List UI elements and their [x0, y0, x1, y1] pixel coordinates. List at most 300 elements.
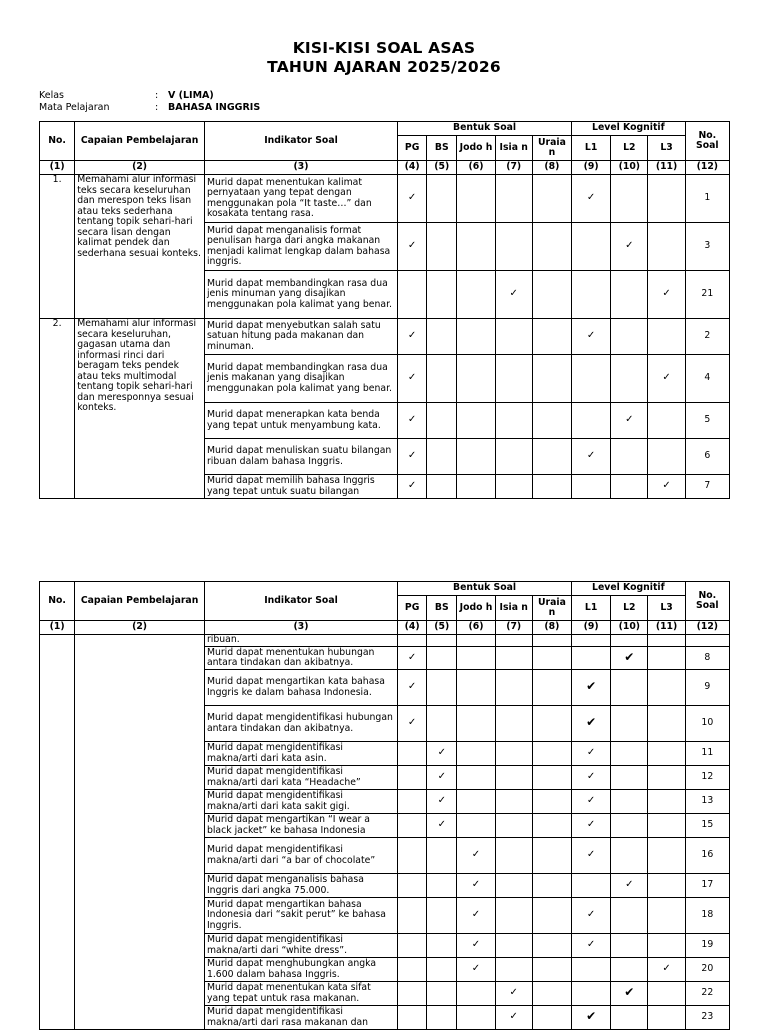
check-icon: ✓	[586, 330, 596, 342]
level-l2-cell	[611, 439, 648, 475]
document-subtitle: TAHUN AJARAN 2025/2026	[267, 58, 501, 76]
no-soal: 6	[685, 439, 729, 475]
bentuk-bs-cell	[427, 271, 457, 319]
column-number: (11)	[648, 161, 685, 175]
bentuk-bs-cell	[427, 355, 457, 403]
check-icon: ✓	[586, 747, 596, 759]
level-l1-cell	[572, 223, 611, 271]
header-pg: PG	[398, 596, 427, 621]
indikator-text: Murid dapat mengidentifikasi makna/arti dari “white dress”.	[204, 934, 397, 958]
column-number: (8)	[532, 161, 571, 175]
header-jodoh: Jodo h	[457, 136, 495, 161]
bentuk-jodoh-cell	[457, 670, 495, 706]
check-icon: ✓	[437, 771, 446, 783]
bentuk-uraian-cell	[532, 1006, 571, 1030]
level-l1-cell	[572, 934, 611, 958]
header-uraian: Uraia n	[532, 596, 571, 621]
level-l1-cell	[572, 670, 611, 706]
level-l2-cell	[611, 898, 648, 934]
level-l3-cell	[648, 838, 685, 874]
no-soal: 4	[685, 355, 729, 403]
bentuk-isian-cell	[495, 982, 532, 1006]
indikator-text: Murid dapat mengidentifikasi makna/arti dari kata sakit gigi.	[204, 790, 397, 814]
no-soal: 2	[685, 319, 729, 355]
indikator-text: Murid dapat menganalisis bahasa Inggris dari angka 75.000.	[204, 874, 397, 898]
bentuk-isian-cell	[495, 271, 532, 319]
check-icon: ✓	[586, 909, 596, 921]
bentuk-jodoh-cell	[457, 874, 495, 898]
header-no: No.	[40, 582, 75, 621]
level-l1-cell	[572, 175, 611, 223]
level-l1-cell	[572, 742, 611, 766]
bentuk-jodoh-cell	[457, 838, 495, 874]
level-l3-cell	[648, 175, 685, 223]
bentuk-isian-cell	[495, 814, 532, 838]
header-l3: L3	[648, 136, 685, 161]
header-isian: Isia n	[495, 596, 532, 621]
empty-cell	[685, 635, 729, 647]
indikator-text: Murid dapat menentukan kalimat pernyataan yang tepat dengan menggunakan pola “It taste…” dan kosakata tentang rasa.	[204, 175, 397, 223]
document-title: KISI-KISI SOAL ASAS	[292, 39, 476, 57]
bentuk-pg-cell	[398, 271, 427, 319]
check-icon: ✓	[509, 987, 518, 999]
group-number: 2.	[40, 319, 75, 499]
level-l2-cell	[611, 223, 648, 271]
level-l3-cell	[648, 766, 685, 790]
header-capaian: Capaian Pembelajaran	[75, 582, 205, 621]
bentuk-bs-cell	[427, 934, 457, 958]
bentuk-uraian-cell	[532, 790, 571, 814]
bentuk-pg-cell	[398, 982, 427, 1006]
level-l3-cell	[648, 319, 685, 355]
meta-value: BAHASA INGGRIS	[168, 102, 261, 113]
level-l3-cell	[648, 355, 685, 403]
header-bs: BS	[427, 596, 457, 621]
empty-cell	[427, 635, 457, 647]
level-l2-cell	[611, 670, 648, 706]
check-icon: ✓	[471, 939, 481, 951]
bentuk-uraian-cell	[532, 223, 571, 271]
column-number-row	[40, 621, 730, 635]
column-number: (6)	[457, 161, 495, 175]
empty-cell	[611, 635, 648, 647]
bentuk-pg-cell	[398, 647, 427, 670]
bentuk-uraian-cell	[532, 439, 571, 475]
indikator-text: Murid dapat memilih bahasa Inggris yang tepat untuk suatu bilangan	[204, 475, 397, 499]
no-soal: 3	[685, 223, 729, 271]
bentuk-pg-cell	[398, 175, 427, 223]
indikator-text: Murid dapat mengidentifikasi makna/arti dari kata asin.	[204, 742, 397, 766]
check-icon: ✔	[624, 649, 635, 664]
bentuk-jodoh-cell	[457, 766, 495, 790]
bentuk-uraian-cell	[532, 355, 571, 403]
meta-label: Kelas	[39, 90, 65, 101]
no-soal: 17	[685, 874, 729, 898]
level-l1-cell	[572, 982, 611, 1006]
level-l3-cell	[648, 475, 685, 499]
no-soal: 22	[685, 982, 729, 1006]
bentuk-uraian-cell	[532, 175, 571, 223]
header-l3: L3	[648, 596, 685, 621]
check-icon: ✓	[662, 480, 671, 492]
level-l2-cell	[611, 814, 648, 838]
bentuk-bs-cell	[427, 223, 457, 271]
check-icon: ✔	[586, 679, 597, 694]
level-l3-cell	[648, 647, 685, 670]
bentuk-pg-cell	[398, 742, 427, 766]
check-icon: ✓	[407, 330, 417, 342]
level-l3-cell	[648, 898, 685, 934]
bentuk-jodoh-cell	[457, 223, 495, 271]
check-icon: ✓	[407, 651, 417, 663]
kisi-table-page2	[39, 581, 730, 1030]
level-l2-cell	[611, 982, 648, 1006]
indikator-text: Murid dapat mengidentifikasi makna/arti dari “a bar of chocolate”	[204, 838, 397, 874]
level-l2-cell	[611, 766, 648, 790]
check-icon: ✓	[407, 240, 417, 252]
level-l2-cell	[611, 319, 648, 355]
column-number-row	[40, 161, 730, 175]
bentuk-isian-cell	[495, 670, 532, 706]
level-l1-cell	[572, 475, 611, 499]
check-icon: ✓	[662, 372, 671, 384]
check-icon: ✓	[586, 771, 596, 783]
bentuk-jodoh-cell	[457, 271, 495, 319]
bentuk-isian-cell	[495, 355, 532, 403]
check-icon: ✓	[471, 879, 481, 891]
header-capaian: Capaian Pembelajaran	[75, 122, 205, 161]
column-number: (1)	[40, 621, 75, 635]
bentuk-bs-cell	[427, 319, 457, 355]
bentuk-uraian-cell	[532, 403, 571, 439]
level-l1-cell	[572, 790, 611, 814]
check-icon: ✓	[586, 192, 596, 204]
column-number: (12)	[685, 161, 729, 175]
level-l3-cell	[648, 934, 685, 958]
group-number-empty	[40, 635, 75, 1030]
level-l3-cell	[648, 982, 685, 1006]
bentuk-jodoh-cell	[457, 475, 495, 499]
bentuk-isian-cell	[495, 934, 532, 958]
check-icon: ✓	[662, 288, 671, 300]
column-number: (1)	[40, 161, 75, 175]
level-l1-cell	[572, 439, 611, 475]
level-l1-cell	[572, 838, 611, 874]
meta-colon: :	[155, 90, 159, 101]
check-icon: ✓	[625, 879, 634, 891]
check-icon: ✓	[509, 1011, 518, 1023]
bentuk-pg-cell	[398, 958, 427, 982]
level-l2-cell	[611, 958, 648, 982]
no-soal: 7	[685, 475, 729, 499]
bentuk-isian-cell	[495, 403, 532, 439]
bentuk-pg-cell	[398, 934, 427, 958]
header-no-soal: No. Soal	[685, 582, 729, 621]
bentuk-uraian-cell	[532, 766, 571, 790]
check-icon: ✓	[407, 717, 417, 729]
table-row	[40, 175, 730, 223]
check-icon: ✔	[586, 715, 597, 730]
bentuk-pg-cell	[398, 223, 427, 271]
level-l3-cell	[648, 706, 685, 742]
bentuk-bs-cell	[427, 647, 457, 670]
column-number: (2)	[75, 621, 205, 635]
bentuk-jodoh-cell	[457, 934, 495, 958]
check-icon: ✓	[407, 192, 417, 204]
empty-cell	[398, 635, 427, 647]
level-l3-cell	[648, 1006, 685, 1030]
bentuk-isian-cell	[495, 790, 532, 814]
check-icon: ✓	[407, 414, 417, 426]
check-icon: ✓	[471, 909, 481, 921]
check-icon: ✓	[586, 819, 596, 831]
check-icon: ✓	[407, 372, 417, 384]
bentuk-uraian-cell	[532, 670, 571, 706]
header-bentuk-soal: Bentuk Soal	[398, 122, 572, 136]
empty-cell	[648, 635, 685, 647]
bentuk-uraian-cell	[532, 958, 571, 982]
bentuk-uraian-cell	[532, 982, 571, 1006]
bentuk-isian-cell	[495, 874, 532, 898]
bentuk-isian-cell	[495, 647, 532, 670]
level-l3-cell	[648, 874, 685, 898]
bentuk-isian-cell	[495, 319, 532, 355]
bentuk-bs-cell	[427, 706, 457, 742]
column-number: (6)	[457, 621, 495, 635]
check-icon: ✓	[437, 795, 446, 807]
bentuk-isian-cell	[495, 223, 532, 271]
bentuk-pg-cell	[398, 439, 427, 475]
column-number: (8)	[532, 621, 571, 635]
header-no: No.	[40, 122, 75, 161]
header-level-kognitif: Level Kognitif	[572, 122, 686, 136]
bentuk-uraian-cell	[532, 319, 571, 355]
continuation-row	[40, 635, 730, 647]
bentuk-pg-cell	[398, 766, 427, 790]
level-l2-cell	[611, 403, 648, 439]
bentuk-uraian-cell	[532, 814, 571, 838]
check-icon: ✓	[625, 240, 634, 252]
indikator-text: Murid dapat menyebutkan salah satu satuan hitung pada makanan dan minuman.	[204, 319, 397, 355]
bentuk-isian-cell	[495, 742, 532, 766]
level-l2-cell	[611, 838, 648, 874]
bentuk-jodoh-cell	[457, 814, 495, 838]
empty-cell	[572, 635, 611, 647]
group-number: 1.	[40, 175, 75, 319]
level-l1-cell	[572, 814, 611, 838]
bentuk-isian-cell	[495, 1006, 532, 1030]
bentuk-jodoh-cell	[457, 175, 495, 223]
no-soal: 5	[685, 403, 729, 439]
column-number: (3)	[204, 621, 397, 635]
no-soal: 21	[685, 271, 729, 319]
no-soal: 11	[685, 742, 729, 766]
bentuk-bs-cell	[427, 838, 457, 874]
bentuk-jodoh-cell	[457, 403, 495, 439]
level-l2-cell	[611, 874, 648, 898]
bentuk-bs-cell	[427, 1006, 457, 1030]
bentuk-uraian-cell	[532, 706, 571, 742]
no-soal: 9	[685, 670, 729, 706]
column-number: (4)	[398, 161, 427, 175]
level-l3-cell	[648, 742, 685, 766]
header-l2: L2	[611, 596, 648, 621]
header-row-1	[40, 122, 730, 136]
bentuk-jodoh-cell	[457, 982, 495, 1006]
bentuk-pg-cell	[398, 670, 427, 706]
no-soal: 1	[685, 175, 729, 223]
bentuk-bs-cell	[427, 958, 457, 982]
check-icon: ✔	[586, 1009, 597, 1024]
no-soal: 23	[685, 1006, 729, 1030]
bentuk-pg-cell	[398, 319, 427, 355]
level-l1-cell	[572, 271, 611, 319]
check-icon: ✓	[437, 747, 446, 759]
indikator-text: Murid dapat menentukan hubungan antara tindakan dan akibatnya.	[204, 647, 397, 670]
indikator-text: Murid dapat menuliskan suatu bilangan ribuan dalam bahasa Inggris.	[204, 439, 397, 475]
no-soal: 10	[685, 706, 729, 742]
capaian-text: Memahami alur informasi secara keseluruhan, gagasan utama dan informasi rinci dari beragam teks pendek atau teks multimodal tentang topik sehari-hari dan meresponnya sesuai konteks.	[75, 319, 205, 499]
bentuk-pg-cell	[398, 814, 427, 838]
check-icon: ✔	[624, 985, 635, 1000]
bentuk-isian-cell	[495, 898, 532, 934]
bentuk-uraian-cell	[532, 874, 571, 898]
bentuk-uraian-cell	[532, 838, 571, 874]
level-l1-cell	[572, 647, 611, 670]
header-bentuk-soal: Bentuk Soal	[398, 582, 572, 596]
indikator-text: Murid dapat membandingkan rasa dua jenis makanan yang disajikan menggunakan pola kalimat yang benar.	[204, 355, 397, 403]
level-l1-cell	[572, 355, 611, 403]
bentuk-pg-cell	[398, 790, 427, 814]
level-l1-cell	[572, 766, 611, 790]
no-soal: 20	[685, 958, 729, 982]
meta-colon: :	[155, 102, 159, 113]
indikator-text: Murid dapat menghubungkan angka 1.600 dalam bahasa Inggris.	[204, 958, 397, 982]
header-l1: L1	[572, 596, 611, 621]
check-icon: ✓	[586, 450, 596, 462]
level-l2-cell	[611, 647, 648, 670]
no-soal: 8	[685, 647, 729, 670]
level-l1-cell	[572, 874, 611, 898]
indikator-text: Murid dapat mengidentifikasi hubungan antara tindakan dan akibatnya.	[204, 706, 397, 742]
level-l2-cell	[611, 1006, 648, 1030]
level-l1-cell	[572, 958, 611, 982]
level-l1-cell	[572, 319, 611, 355]
indikator-text: Murid dapat membandingkan rasa dua jenis minuman yang disajikan menggunakan pola kalimat yang benar.	[204, 271, 397, 319]
level-l2-cell	[611, 475, 648, 499]
indikator-text: Murid dapat mengartikan bahasa Indonesia dari “sakit perut” ke bahasa Inggris.	[204, 898, 397, 934]
check-icon: ✓	[407, 450, 417, 462]
kisi-table-page1	[39, 121, 730, 499]
column-number: (10)	[611, 621, 648, 635]
bentuk-bs-cell	[427, 670, 457, 706]
level-l1-cell	[572, 898, 611, 934]
bentuk-pg-cell	[398, 355, 427, 403]
bentuk-uraian-cell	[532, 271, 571, 319]
no-soal: 15	[685, 814, 729, 838]
check-icon: ✓	[586, 939, 596, 951]
empty-cell	[457, 635, 495, 647]
indikator-text: Murid dapat menganalisis format penulisan harga dari angka makanan menjadi kalimat lengkap dalam bahasa inggris.	[204, 223, 397, 271]
level-l3-cell	[648, 403, 685, 439]
bentuk-bs-cell	[427, 766, 457, 790]
column-number: (4)	[398, 621, 427, 635]
bentuk-bs-cell	[427, 175, 457, 223]
bentuk-bs-cell	[427, 403, 457, 439]
no-soal: 13	[685, 790, 729, 814]
bentuk-jodoh-cell	[457, 742, 495, 766]
column-number: (5)	[427, 621, 457, 635]
column-number: (9)	[572, 161, 611, 175]
level-l3-cell	[648, 223, 685, 271]
bentuk-uraian-cell	[532, 898, 571, 934]
bentuk-jodoh-cell	[457, 647, 495, 670]
bentuk-uraian-cell	[532, 647, 571, 670]
bentuk-isian-cell	[495, 175, 532, 223]
bentuk-jodoh-cell	[457, 355, 495, 403]
bentuk-jodoh-cell	[457, 958, 495, 982]
indikator-text: Murid dapat mengidentifikasi makna/arti dari kata “Headache”	[204, 766, 397, 790]
column-number: (5)	[427, 161, 457, 175]
bentuk-uraian-cell	[532, 475, 571, 499]
no-soal: 12	[685, 766, 729, 790]
indikator-text: Murid dapat mengartikan kata bahasa Inggris ke dalam bahasa Indonesia.	[204, 670, 397, 706]
indikator-text: Murid dapat mengartikan “I wear a black jacket” ke bahasa Indonesia	[204, 814, 397, 838]
bentuk-isian-cell	[495, 706, 532, 742]
header-indikator: Indikator Soal	[204, 582, 397, 621]
column-number: (9)	[572, 621, 611, 635]
capaian-empty	[75, 635, 205, 1030]
empty-cell	[495, 635, 532, 647]
bentuk-isian-cell	[495, 838, 532, 874]
header-bs: BS	[427, 136, 457, 161]
level-l3-cell	[648, 790, 685, 814]
bentuk-isian-cell	[495, 766, 532, 790]
column-number: (10)	[611, 161, 648, 175]
level-l2-cell	[611, 175, 648, 223]
level-l2-cell	[611, 355, 648, 403]
bentuk-jodoh-cell	[457, 439, 495, 475]
bentuk-bs-cell	[427, 790, 457, 814]
check-icon: ✓	[586, 849, 596, 861]
check-icon: ✓	[407, 480, 417, 492]
check-icon: ✓	[625, 414, 634, 426]
bentuk-isian-cell	[495, 958, 532, 982]
capaian-text: Memahami alur informasi teks secara keseluruhan dan merespon teks lisan atau teks sederhana tentang topik sehari-hari secara lisan dengan kalimat pendek dan sederhana sesuai konteks.	[75, 175, 205, 319]
level-l2-cell	[611, 790, 648, 814]
bentuk-pg-cell	[398, 874, 427, 898]
bentuk-bs-cell	[427, 814, 457, 838]
level-l3-cell	[648, 271, 685, 319]
header-no-soal: No. Soal	[685, 122, 729, 161]
bentuk-bs-cell	[427, 742, 457, 766]
bentuk-bs-cell	[427, 874, 457, 898]
bentuk-jodoh-cell	[457, 790, 495, 814]
no-soal: 16	[685, 838, 729, 874]
check-icon: ✓	[471, 849, 481, 861]
meta-label: Mata Pelajaran	[39, 102, 110, 113]
indikator-text: Murid dapat menentukan kata sifat yang tepat untuk rasa makanan.	[204, 982, 397, 1006]
level-l1-cell	[572, 706, 611, 742]
check-icon: ✓	[662, 963, 671, 975]
bentuk-bs-cell	[427, 439, 457, 475]
bentuk-isian-cell	[495, 475, 532, 499]
bentuk-jodoh-cell	[457, 898, 495, 934]
level-l1-cell	[572, 403, 611, 439]
level-l2-cell	[611, 706, 648, 742]
header-jodoh: Jodo h	[457, 596, 495, 621]
bentuk-uraian-cell	[532, 934, 571, 958]
